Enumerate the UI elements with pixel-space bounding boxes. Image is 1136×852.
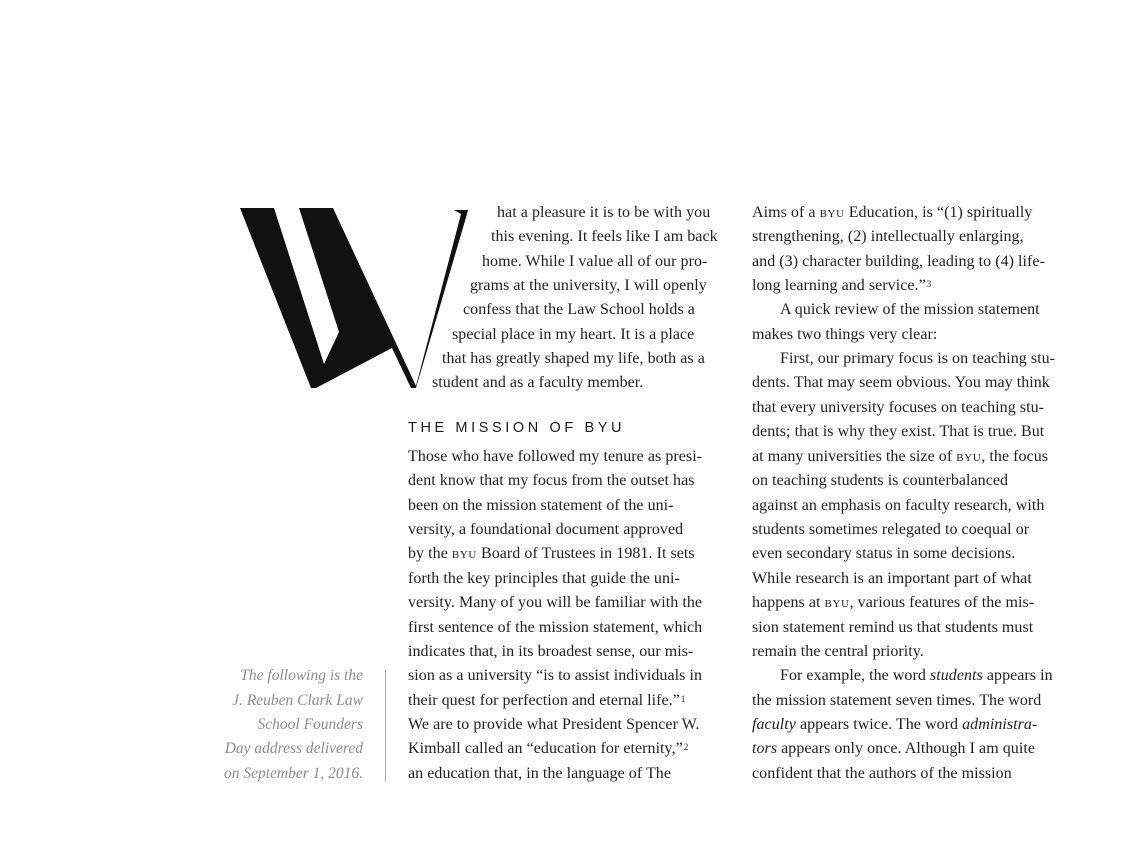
- intro-line: that has greatly shaped my life, both as a: [442, 350, 705, 367]
- body-line: A quick review of the mission statement: [780, 301, 1040, 318]
- body-text: Kimball called an “education for eternity,”: [408, 740, 683, 757]
- body-text: Board of Trustees in 1981. It sets: [476, 545, 695, 562]
- body-line: [752, 591, 1034, 615]
- byu-abbreviation: byu: [451, 545, 477, 562]
- body-line: indicates that, in its broadest sense, our mis-: [408, 643, 694, 660]
- body-text: Education, is “(1) spiritually: [844, 204, 1033, 221]
- body-line: [408, 542, 695, 566]
- body-text: at many universities the size of: [752, 448, 957, 465]
- sidenote-divider: [385, 670, 386, 782]
- body-line: sion as a university “is to assist individuals in: [408, 667, 702, 684]
- body-text: long learning and service.”: [752, 277, 926, 294]
- body-line: strengthening, (2) intellectually enlarging,: [752, 228, 1024, 245]
- body-line: that every university focuses on teaching stu-: [752, 399, 1044, 416]
- body-line: students sometimes relegated to coequal or: [752, 521, 1030, 538]
- body-text: happens at: [752, 594, 825, 611]
- body-text: , various features of the mis-: [849, 594, 1035, 611]
- body-text: For example, the word: [780, 667, 930, 684]
- body-line: sion statement remind us that students must: [752, 619, 1034, 636]
- body-line: While research is an important part of what: [752, 570, 1032, 587]
- sidenote-line: Day address delivered: [224, 740, 363, 757]
- footnote-ref[interactable]: 2: [683, 742, 689, 752]
- section-heading: THE MISSION OF BYU: [408, 420, 626, 436]
- sidenote-line: J. Reuben Clark Law: [232, 692, 363, 709]
- sidenote-line: School Founders: [257, 716, 363, 733]
- body-line: confident that the authors of the mission: [752, 765, 1012, 782]
- body-line: remain the central priority.: [752, 643, 924, 660]
- body-line: [752, 737, 1035, 761]
- body-line: [752, 713, 1037, 737]
- intro-line: student and as a faculty member.: [432, 374, 644, 391]
- body-line: versity, a foundational document approved: [408, 521, 684, 538]
- body-text: appears in: [982, 667, 1053, 684]
- body-line: Those who have followed my tenure as presi-: [408, 448, 703, 465]
- body-line: dents; that is why they exist. That is true. But: [752, 423, 1045, 440]
- italic-term: faculty: [752, 716, 796, 733]
- footnote-ref[interactable]: 3: [926, 279, 932, 289]
- body-line: [408, 737, 688, 761]
- body-line: [752, 274, 931, 298]
- body-line: first sentence of the mission statement, which: [408, 619, 703, 636]
- body-line: [408, 689, 685, 713]
- body-line: and (3) character building, leading to (4) life-: [752, 253, 1045, 270]
- body-line: [780, 664, 1053, 688]
- byu-abbreviation: byu: [819, 204, 845, 221]
- body-line: forth the key principles that guide the uni-: [408, 570, 680, 587]
- byu-abbreviation: byu: [824, 594, 850, 611]
- body-line: dent know that my focus from the outset has: [408, 472, 695, 489]
- body-text: Aims of a: [752, 204, 820, 221]
- body-line: against an emphasis on faculty research, with: [752, 497, 1045, 514]
- italic-term: tors: [752, 740, 778, 757]
- sidenote-line: The following is the: [240, 667, 363, 684]
- body-line: dents. That may seem obvious. You may think: [752, 374, 1050, 391]
- footnote-ref[interactable]: 1: [680, 694, 686, 704]
- body-text: their quest for perfection and eternal life.”: [408, 692, 680, 709]
- body-text: , the focus: [981, 448, 1049, 465]
- body-line: even secondary status in some decisions.: [752, 545, 1016, 562]
- intro-line: hat a pleasure it is to be with you: [497, 204, 711, 221]
- intro-line: confess that the Law School holds a: [463, 301, 695, 318]
- intro-line: special place in my heart. It is a place: [452, 326, 695, 343]
- body-line: makes two things very clear:: [752, 326, 938, 343]
- intro-line: this evening. It feels like I am back: [491, 228, 718, 245]
- byu-abbreviation: byu: [956, 448, 982, 465]
- body-line: We are to provide what President Spencer W.: [408, 716, 700, 733]
- intro-line: grams at the university, I will openly: [470, 277, 707, 294]
- italic-term: students: [929, 667, 983, 684]
- body-line: the mission statement seven times. The word: [752, 692, 1042, 709]
- body-line: [752, 201, 1032, 225]
- body-line: [752, 445, 1048, 469]
- intro-line: home. While I value all of our pro-: [482, 253, 708, 270]
- body-line: versity. Many of you will be familiar with the: [408, 594, 703, 611]
- body-line: on teaching students is counterbalanced: [752, 472, 1009, 489]
- sidenote-line: on September 1, 2016.: [223, 765, 363, 782]
- body-text: by the: [408, 545, 452, 562]
- italic-term: administra-: [962, 716, 1038, 733]
- body-line: First, our primary focus is on teaching stu-: [780, 350, 1056, 367]
- body-line: an education that, in the language of The: [408, 765, 671, 782]
- body-line: been on the mission statement of the uni-: [408, 497, 674, 514]
- body-text: appears twice. The word: [795, 716, 963, 733]
- body-text: appears only once. Although I am quite: [777, 740, 1035, 757]
